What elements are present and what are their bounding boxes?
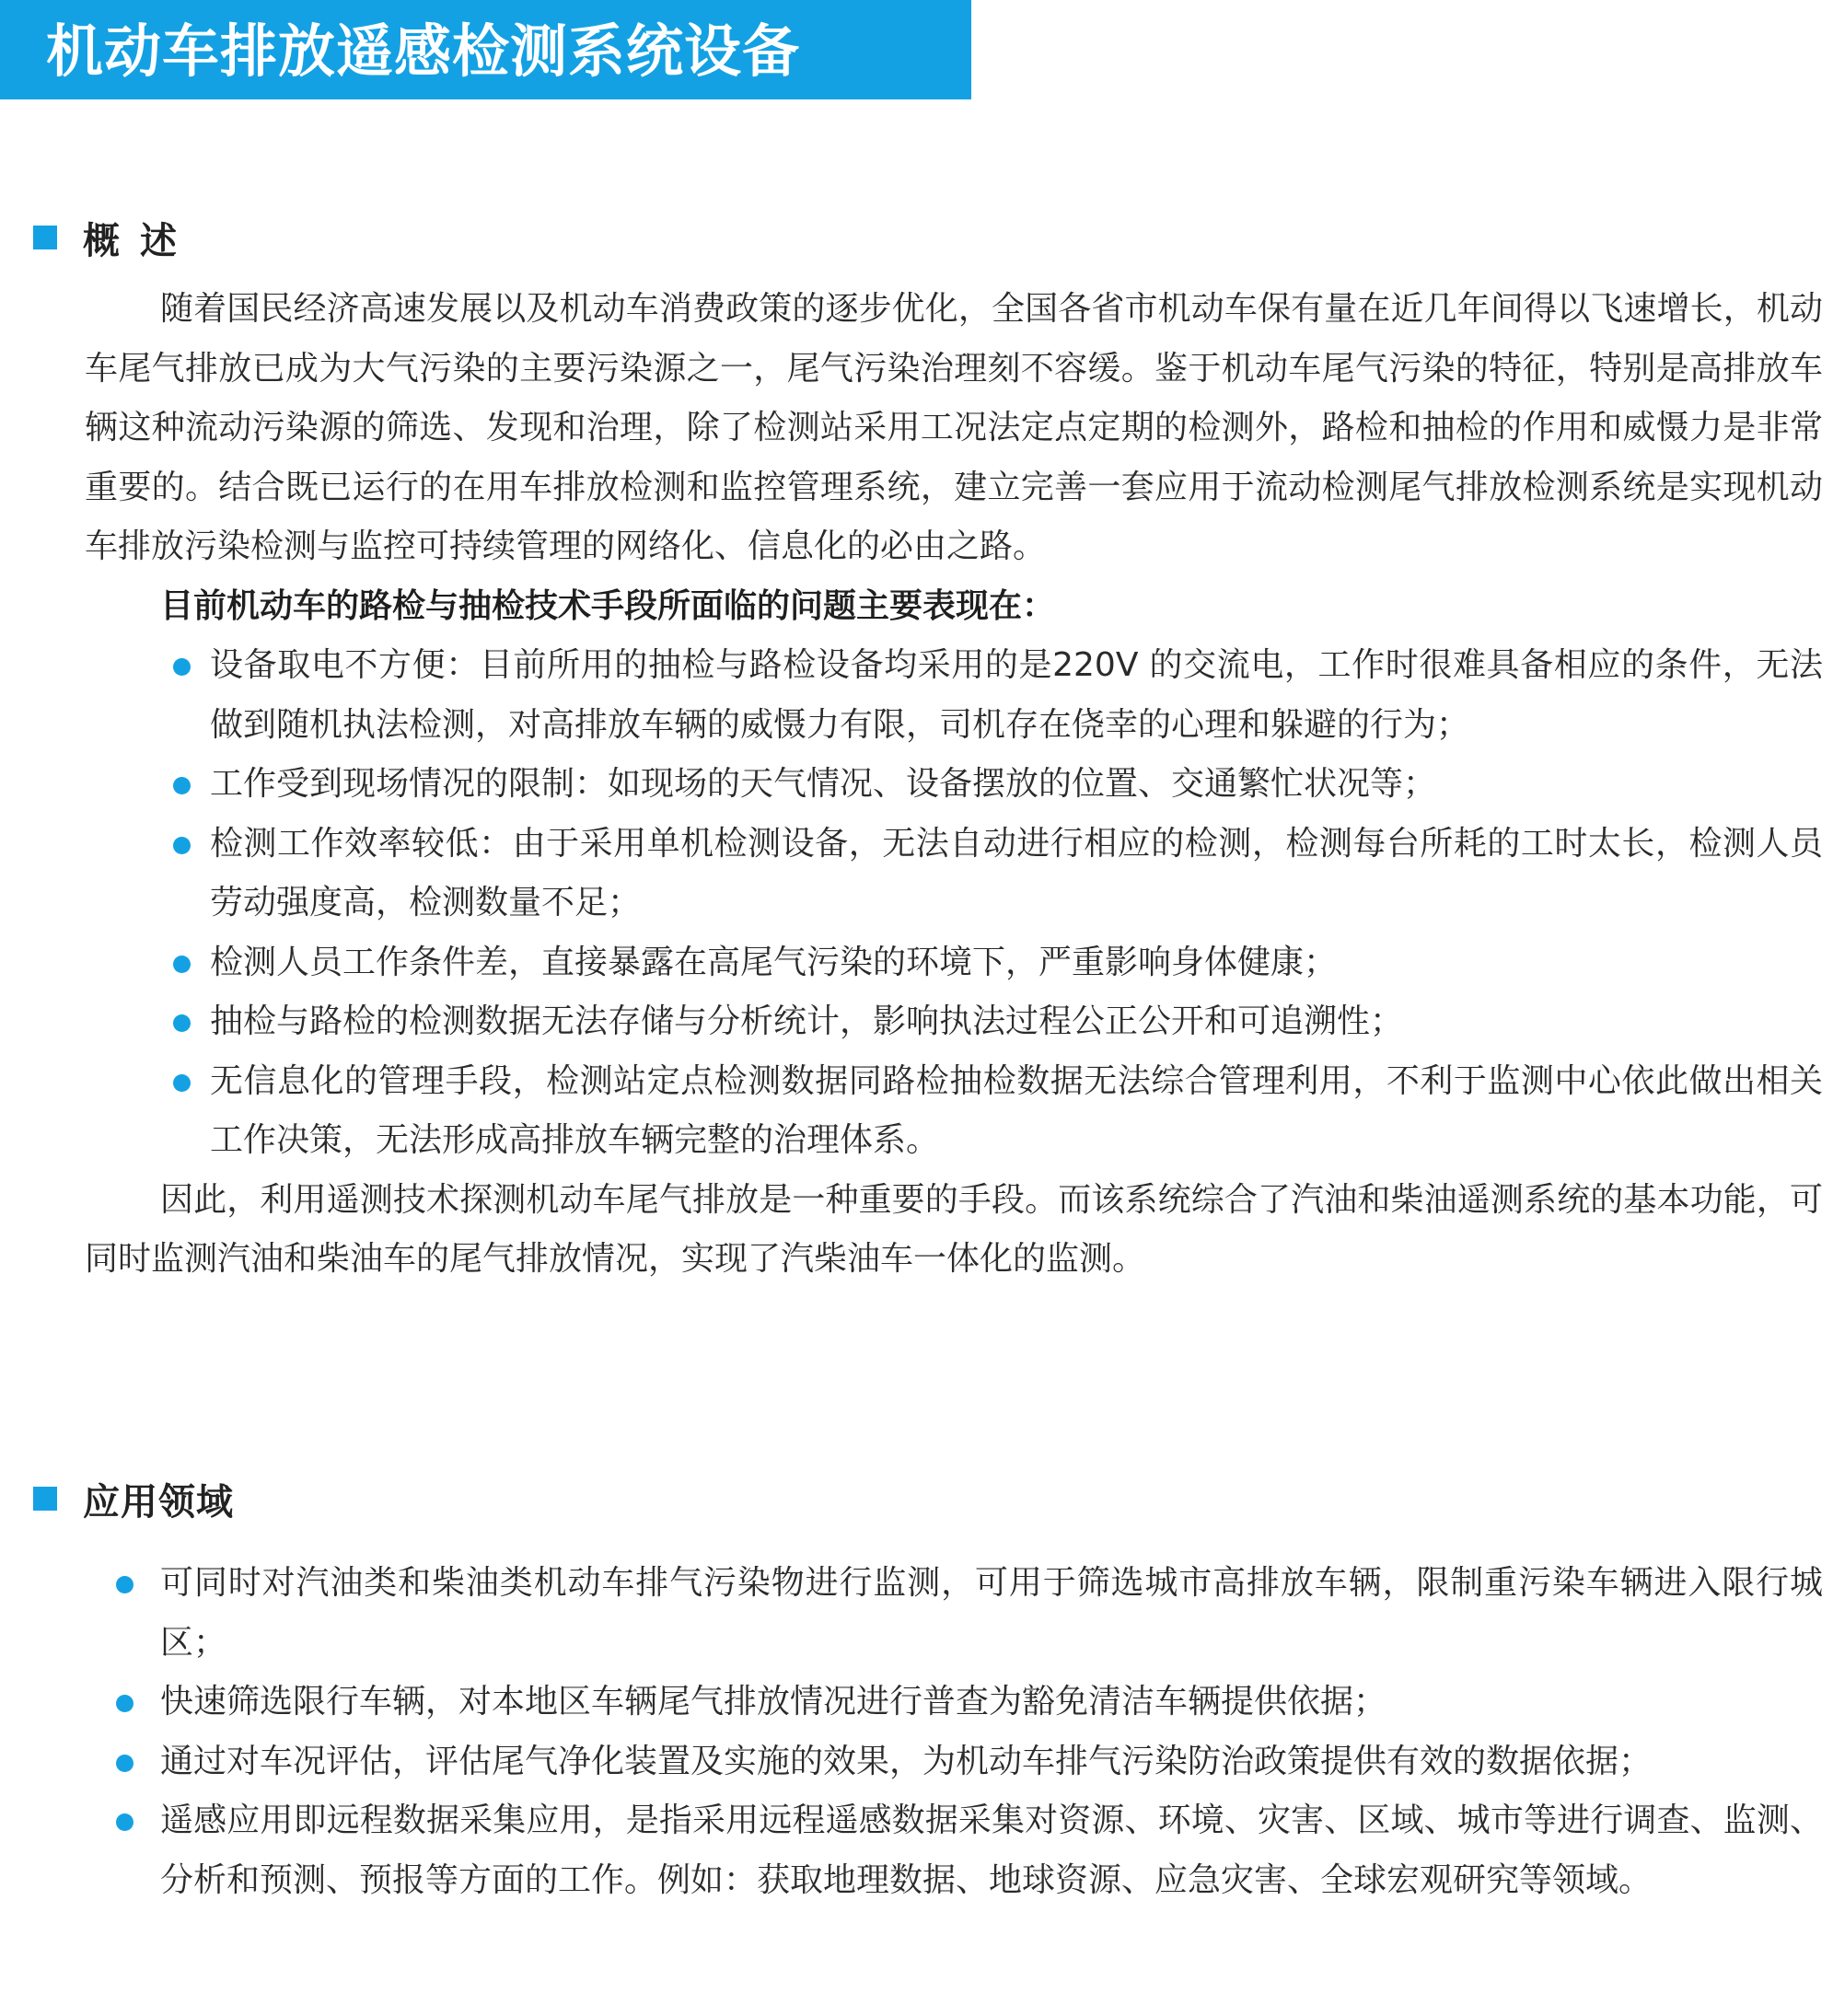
overview-intro: 随着国民经济高速发展以及机动车消费政策的逐步优化，全国各省市机动车保有量在近几年间得以飞速增长，机动车尾气排放已成为大气污染的主要污染源之一，尾气污染治理刻不容缓。鉴于机动车尾气污染的特征，特别是高排放车辆这种流动污染源的筛选、发现和治理，除了检测站采用工况法定点定期的检测外，路检和抽检的作用和威慑力是非常重要的。结合既已运行的在用车排放检测和监控管理系统，建立完善一套应用于流动检测尾气排放检测系统是实现机动车排放污染检测与监控可持续管理的网络化、信息化的必由之路。 [85, 290, 1823, 565]
application-section-heading [33, 1469, 234, 1528]
overview-conclusion: 因此，利用遥测技术探测机动车尾气排放是一种重要的手段。而该系统综合了汽油和柴油遥测系统的基本功能，可同时监测汽油和柴油车的尾气排放情况，实现了汽柴油车一体化的监测。 [85, 1180, 1823, 1278]
bullet-dot-icon [116, 1576, 133, 1593]
list-item: 设备取电不方便：目前所用的抽检与路检设备均采用的是220V 的交流电，工作时很难具备相应的条件，无法做到随机执法检测，对高排放车辆的威慑力有限，司机存在侥幸的心理和躲避的行为； [85, 636, 1823, 755]
bullet-dot-icon [173, 837, 191, 854]
bullet-dot-icon [116, 1695, 133, 1712]
bullet-dot-icon [173, 1074, 191, 1092]
bullet-dot-icon [116, 1813, 133, 1831]
bullet-dot-icon [173, 956, 191, 973]
problems-list [85, 636, 1823, 1171]
bullet-dot-icon [173, 777, 191, 794]
bullet-dot-icon [116, 1755, 133, 1772]
page-title: 机动车排放遥感检测系统设备 [46, 17, 801, 85]
square-bullet-icon [33, 226, 57, 249]
title-banner [0, 0, 971, 99]
list-item: 检测人员工作条件差，直接暴露在高尾气污染的环境下，严重影响身体健康； [85, 933, 1823, 993]
square-bullet-icon [33, 1487, 57, 1511]
bullet-dot-icon [173, 1014, 191, 1032]
problems-heading: 目前机动车的路检与抽检技术手段所面临的问题主要表现在： [160, 586, 1056, 625]
application-title: 应用领域 [83, 1480, 234, 1524]
overview-body [85, 280, 1823, 1290]
list-item: 遥感应用即远程数据采集应用，是指采用远程遥感数据采集对资源、环境、灾害、区域、城市等进行调查、监测、分析和预测、预报等方面的工作。例如：获取地理数据、地球资源、应急灾害、全球宏观研究等领域。 [85, 1791, 1823, 1910]
list-item: 检测工作效率较低：由于采用单机检测设备，无法自动进行相应的检测，检测每台所耗的工时太长，检测人员劳动强度高，检测数量不足； [85, 815, 1823, 933]
list-item: 通过对车况评估，评估尾气净化装置及实施的效果，为机动车排气污染防治政策提供有效的数据依据； [85, 1732, 1823, 1792]
list-item: 抽检与路检的检测数据无法存储与分析统计，影响执法过程公正公开和可追溯性； [85, 992, 1823, 1052]
bullet-dot-icon [173, 658, 191, 676]
list-item: 快速筛选限行车辆，对本地区车辆尾气排放情况进行普查为豁免清洁车辆提供依据； [85, 1673, 1823, 1732]
list-item: 可同时对汽油类和柴油类机动车排气污染物进行监测，可用于筛选城市高排放车辆，限制重污染车辆进入限行城区； [85, 1554, 1823, 1673]
application-body [85, 1554, 1823, 1910]
list-item: 工作受到现场情况的限制：如现场的天气情况、设备摆放的位置、交通繁忙状况等； [85, 755, 1823, 815]
overview-title: 概述 [83, 219, 197, 262]
application-list [85, 1554, 1823, 1910]
list-item: 无信息化的管理手段，检测站定点检测数据同路检抽检数据无法综合管理利用，不利于监测中心依此做出相关工作决策，无法形成高排放车辆完整的治理体系。 [85, 1052, 1823, 1171]
overview-section-heading [33, 208, 197, 267]
